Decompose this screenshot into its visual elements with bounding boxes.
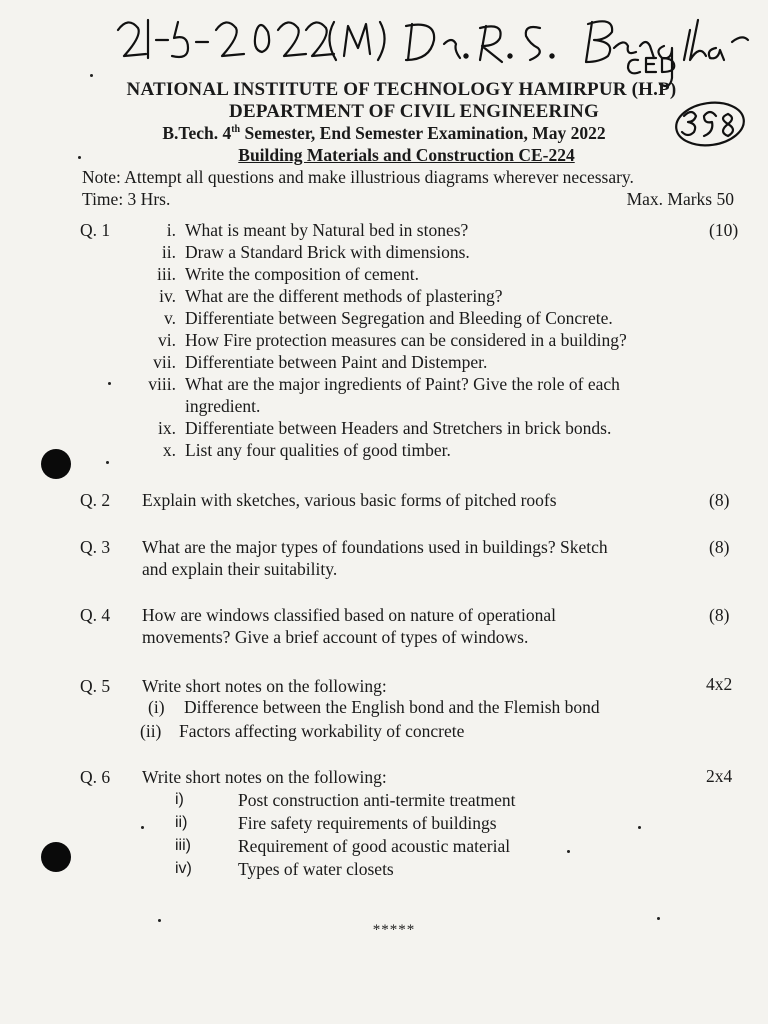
subquestion-text: What are the major ingredients of Paint? Give the role of each bbox=[185, 374, 620, 394]
subquestion-number: i) bbox=[175, 791, 184, 808]
subquestion-number: iii) bbox=[175, 837, 191, 854]
institute-name: NATIONAL INSTITUTE OF TECHNOLOGY HAMIRPUR (H.P) bbox=[126, 79, 677, 100]
exam-title-suffix: Semester, End Semester Examination, May 2022 bbox=[240, 123, 606, 143]
question-marks: (8) bbox=[709, 605, 730, 625]
question-text: How are windows classified based on nature of operational bbox=[142, 605, 557, 625]
question-number: Q. 6 bbox=[80, 767, 111, 787]
question-number: Q. 2 bbox=[80, 490, 111, 510]
question-text: What are the major types of foundations used in buildings? Sketch bbox=[142, 537, 608, 557]
end-of-paper-mark: ***** bbox=[372, 922, 416, 938]
subquestion-text: Post construction anti-termite treatment bbox=[238, 790, 516, 810]
question-marks: (8) bbox=[709, 490, 730, 510]
speck bbox=[78, 156, 81, 159]
subquestion-text: List any four qualities of good timber. bbox=[185, 440, 451, 460]
exam-title bbox=[0, 123, 768, 144]
subquestion-number: viii. bbox=[148, 374, 176, 394]
question-marks: 4x2 bbox=[706, 674, 733, 694]
subquestion-number: x. bbox=[162, 440, 176, 460]
subquestion-text: Requirement of good acoustic material bbox=[238, 836, 511, 856]
exam-title-sup: th bbox=[231, 124, 241, 136]
subquestion-number: vii. bbox=[153, 352, 176, 372]
question-text: Write short notes on the following: bbox=[142, 767, 387, 787]
subquestion-number: iii. bbox=[157, 264, 176, 284]
punch-hole-mark bbox=[41, 449, 71, 479]
subquestion-number: vi. bbox=[158, 330, 176, 350]
question-number: Q. 5 bbox=[80, 676, 111, 696]
punch-hole-mark bbox=[41, 842, 71, 872]
question-marks: (10) bbox=[709, 220, 739, 240]
speck bbox=[141, 826, 144, 829]
question-text-continued: movements? Give a brief account of types of windows. bbox=[142, 627, 529, 647]
subquestion-number: i. bbox=[166, 220, 176, 240]
subquestion-number: ii. bbox=[161, 242, 176, 262]
speck bbox=[657, 917, 660, 920]
subquestion-text: Write the composition of cement. bbox=[185, 264, 420, 284]
subquestion-text: Differentiate between Segregation and Bleeding of Concrete. bbox=[185, 308, 613, 328]
question-marks: (8) bbox=[709, 537, 730, 557]
question-number: Q. 3 bbox=[80, 537, 111, 557]
speck bbox=[158, 919, 161, 922]
question-text: Explain with sketches, various basic forms of pitched roofs bbox=[142, 490, 557, 510]
subquestion-text: How Fire protection measures can be considered in a building? bbox=[185, 330, 627, 350]
subquestion-number: (i) bbox=[148, 697, 165, 717]
department-name: DEPARTMENT OF CIVIL ENGINEERING bbox=[229, 101, 599, 122]
subquestion-number: iv. bbox=[159, 286, 176, 306]
subquestion-text: Differentiate between Paint and Distemper. bbox=[185, 352, 488, 372]
question-number: Q. 4 bbox=[80, 605, 111, 625]
speck bbox=[106, 461, 109, 464]
question-number: Q. 1 bbox=[80, 220, 111, 240]
subquestion-text: Difference between the English bond and the Flemish bond bbox=[184, 697, 600, 717]
exam-time: Time: 3 Hrs. bbox=[82, 189, 171, 209]
speck bbox=[638, 826, 641, 829]
subquestion-text: What are the different methods of plastering? bbox=[185, 286, 503, 306]
exam-note: Note: Attempt all questions and make illustrious diagrams wherever necessary. bbox=[82, 167, 634, 187]
max-marks: Max. Marks 50 bbox=[626, 189, 734, 209]
speck bbox=[108, 382, 111, 385]
course-title: Building Materials and Construction CE-224 bbox=[238, 145, 575, 165]
speck bbox=[567, 850, 570, 853]
subquestion-text: Types of water closets bbox=[238, 859, 394, 879]
subquestion-text: Differentiate between Headers and Stretchers in brick bonds. bbox=[185, 418, 612, 438]
exam-title-prefix: B.Tech. 4 bbox=[162, 123, 232, 143]
question-text: Write short notes on the following: bbox=[142, 676, 387, 696]
question-text-continued: and explain their suitability. bbox=[142, 559, 338, 579]
speck bbox=[90, 74, 93, 77]
question-marks: 2x4 bbox=[706, 766, 733, 786]
subquestion-number: ix. bbox=[158, 418, 176, 438]
subquestion-text: What is meant by Natural bed in stones? bbox=[185, 220, 469, 240]
subquestion-number: (ii) bbox=[140, 721, 162, 741]
subquestion-text: Fire safety requirements of buildings bbox=[238, 813, 497, 833]
subquestion-number: iv) bbox=[175, 860, 192, 877]
subquestion-number: ii) bbox=[175, 814, 188, 831]
subquestion-text-continued: ingredient. bbox=[185, 396, 261, 416]
subquestion-number: v. bbox=[164, 308, 176, 328]
subquestion-text: Draw a Standard Brick with dimensions. bbox=[185, 242, 470, 262]
subquestion-text: Factors affecting workability of concrete bbox=[179, 721, 465, 741]
